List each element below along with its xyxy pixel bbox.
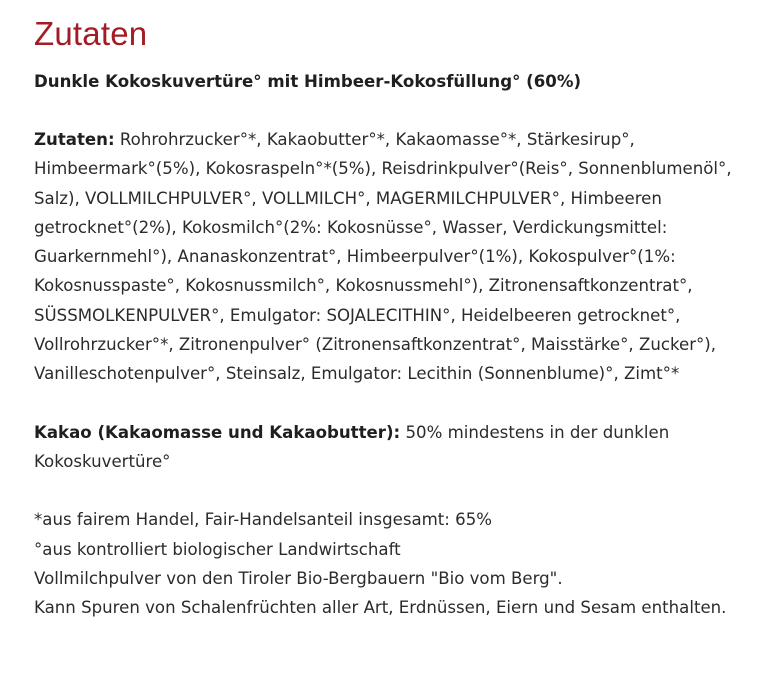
footnotes	[34, 505, 743, 622]
ingredients-paragraph	[34, 125, 743, 389]
cocoa-paragraph	[34, 418, 743, 477]
ingredients-text: Rohrohrzucker°*, Kakaobutter°*, Kakaomasse°*, Stärkesirup°, Himbeermark°(5%), Kokosraspeln°*(5%), Reisdrinkpulver°(Reis°, Sonnenblumenöl°, Salz), VOLLMILCHPULVER°, VOLLMILCH°, MAGERMILCHPULVER°, Himbeeren getrocknet°(2%), Kokosmilch°(2%: Kokosnüsse°, Wasser, Verdickungsmittel: Guarkernmehl°), Ananaskonzentrat°, Himbeerpulver°(1%), Kokospulver°(1%: Kokosnusspaste°, Kokosnussmilch°, Kokosnussmehl°), Zitronensaftkonzentrat°, SÜSSMOLKENPULVER°, Emulgator: SOJALECITHIN°, Heidelbeeren getrocknet°, Vollrohrzucker°*, Zitronenpulver° (Zitronensaftkonzentrat°, Maisstärke°, Zucker°), Vanilleschotenpulver°, Steinsalz, Emulgator: Lecithin (Sonnenblume)°, Zimt°*	[34, 130, 732, 384]
milk-source-note: Vollmilchpulver von den Tiroler Bio-Bergbauern "Bio vom Berg".	[34, 568, 563, 588]
product-name: Dunkle Kokoskuvertüre° mit Himbeer-Kokosfüllung° (60%)	[34, 72, 582, 91]
section-title: Zutaten	[34, 15, 148, 52]
organic-note: °aus kontrolliert biologischer Landwirtschaft	[34, 539, 401, 559]
ingredients-label: Zutaten:	[34, 130, 115, 149]
cocoa-label: Kakao (Kakaomasse und Kakaobutter):	[34, 422, 401, 442]
fair-trade-note: *aus fairem Handel, Fair-Handelsanteil insgesamt: 65%	[34, 510, 493, 530]
cocoa-text: 50% mindestens in der dunklen Kokoskuvertüre°	[34, 422, 670, 471]
allergen-note: Kann Spuren von Schalenfrüchten aller Art, Erdnüssen, Eiern und Sesam enthalten.	[34, 598, 727, 618]
